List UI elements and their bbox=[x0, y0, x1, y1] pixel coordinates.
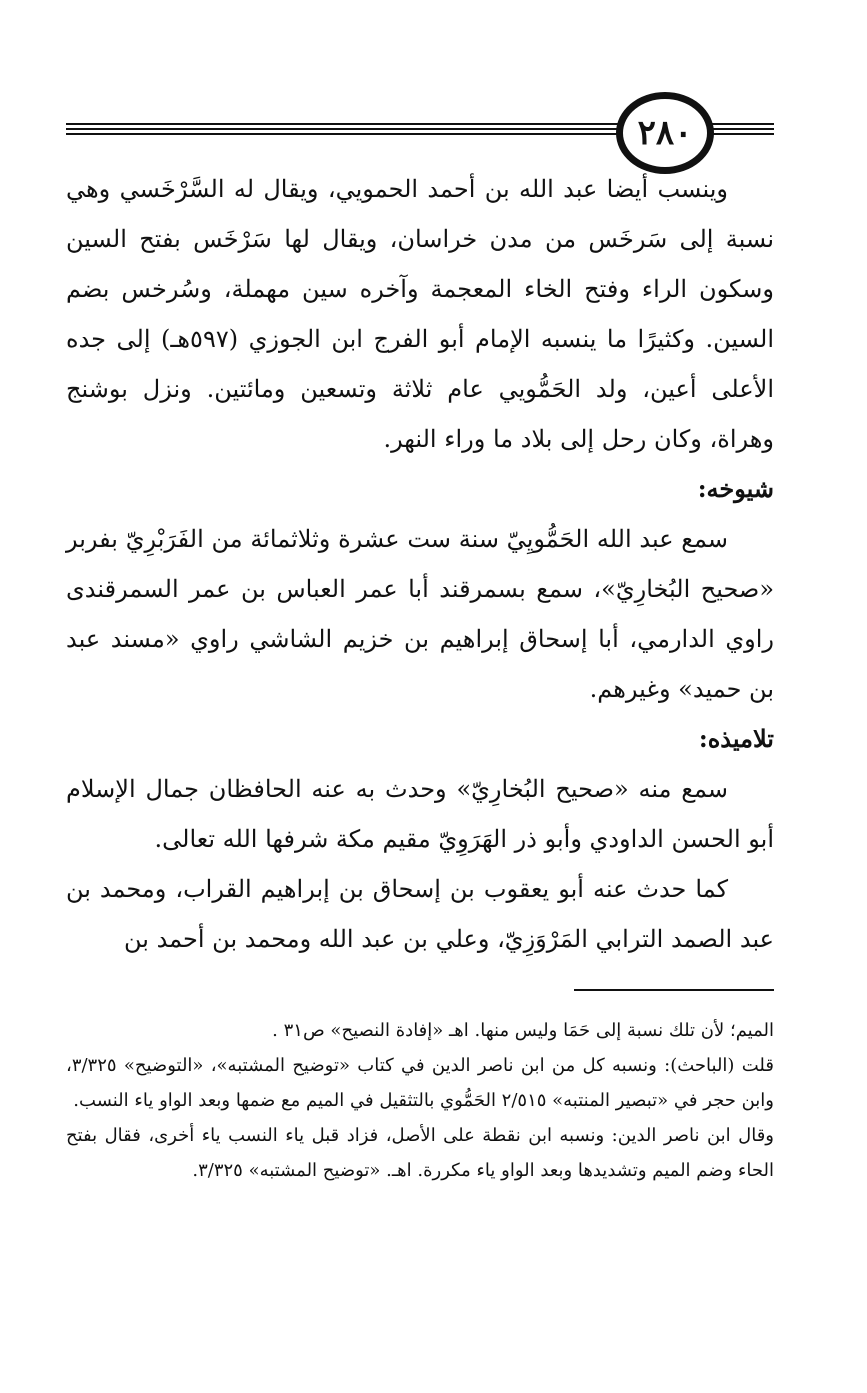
footnotes bbox=[66, 1013, 774, 1188]
page-number bbox=[616, 92, 714, 174]
footnote-separator bbox=[574, 989, 774, 991]
section-heading: تلاميذه: bbox=[698, 724, 774, 753]
body-paragraph: سمع منه «صحيح البُخارِيّ» وحدث به عنه الحافظان جمال الإسلام أبو الحسن الداودي وأبو ذر الهَرَوِيّ مقيم مكة شرفها الله تعالى. bbox=[66, 775, 774, 853]
footnote: وقال ابن ناصر الدين: ونسبه ابن نقطة على الأصل، فزاد قبل ياء النسب ياء أخرى، فقال بفتح الحاء وضم الميم وتشديدها وبعد الواو ياء مكررة. اهـ. «توضيح المشتبه» ٣/٣٢٥. bbox=[66, 1125, 774, 1181]
section-heading: شيوخه: bbox=[697, 474, 774, 503]
body-paragraph: كما حدث عنه أبو يعقوب بن إسحاق بن إبراهيم القراب، ومحمد بن عبد الصمد الترابي المَرْوَزِيّ، وعلي بن عبد الله ومحمد بن أحمد بن bbox=[66, 875, 774, 953]
footnote: الميم؛ لأن تلك نسبة إلى حَمَا وليس منها. اهـ «إفادة النصيح» ص٣١ . bbox=[272, 1020, 774, 1041]
footnote: قلت (الباحث): ونسبه كل من ابن ناصر الدين في كتاب «توضيح المشتبه»، «التوضيح» ٣/٣٢٥، وابن حجر في «تبصير المنتبه» ٢/٥١٥ الحَمُّوي بالتثقيل في الميم مع ضمها وبعد الواو ياء النسب. bbox=[66, 1055, 774, 1111]
main-text bbox=[66, 164, 774, 964]
page-number-text: ٢٨٠ bbox=[637, 113, 693, 153]
body-paragraph: سمع عبد الله الحَمُّويِيّ سنة ست عشرة وثلاثمائة من الفَرَبْرِيّ بفربر «صحيح البُخارِيّ»، سمع بسمرقند أبا عمر العباس بن عمر السمرقندى راوي الدارمي، أبا إسحاق إبراهيم بن خزيم الشاشي راوي «مسند عبد بن حميد» وغيرهم. bbox=[66, 525, 774, 703]
body-paragraph: وينسب أيضا عبد الله بن أحمد الحمويي، ويقال له السَّرْخَسي وهي نسبة إلى سَرخَس من مدن خراسان، ويقال لها سَرْخَس بفتح السين وسكون الراء وفتح الخاء المعجمة وآخره سين مهملة، وسُرخس بضم السين. وكثيرًا ما ينسبه الإمام أبو الفرج ابن الجوزي (٥٩٧هـ) إلى جده الأعلى أعين، ولد الحَمُّويي عام ثلاثة وتسعين ومائتين. ونزل بوشنج وهراة، وكان رحل إلى بلاد ما وراء النهر. bbox=[66, 175, 774, 453]
